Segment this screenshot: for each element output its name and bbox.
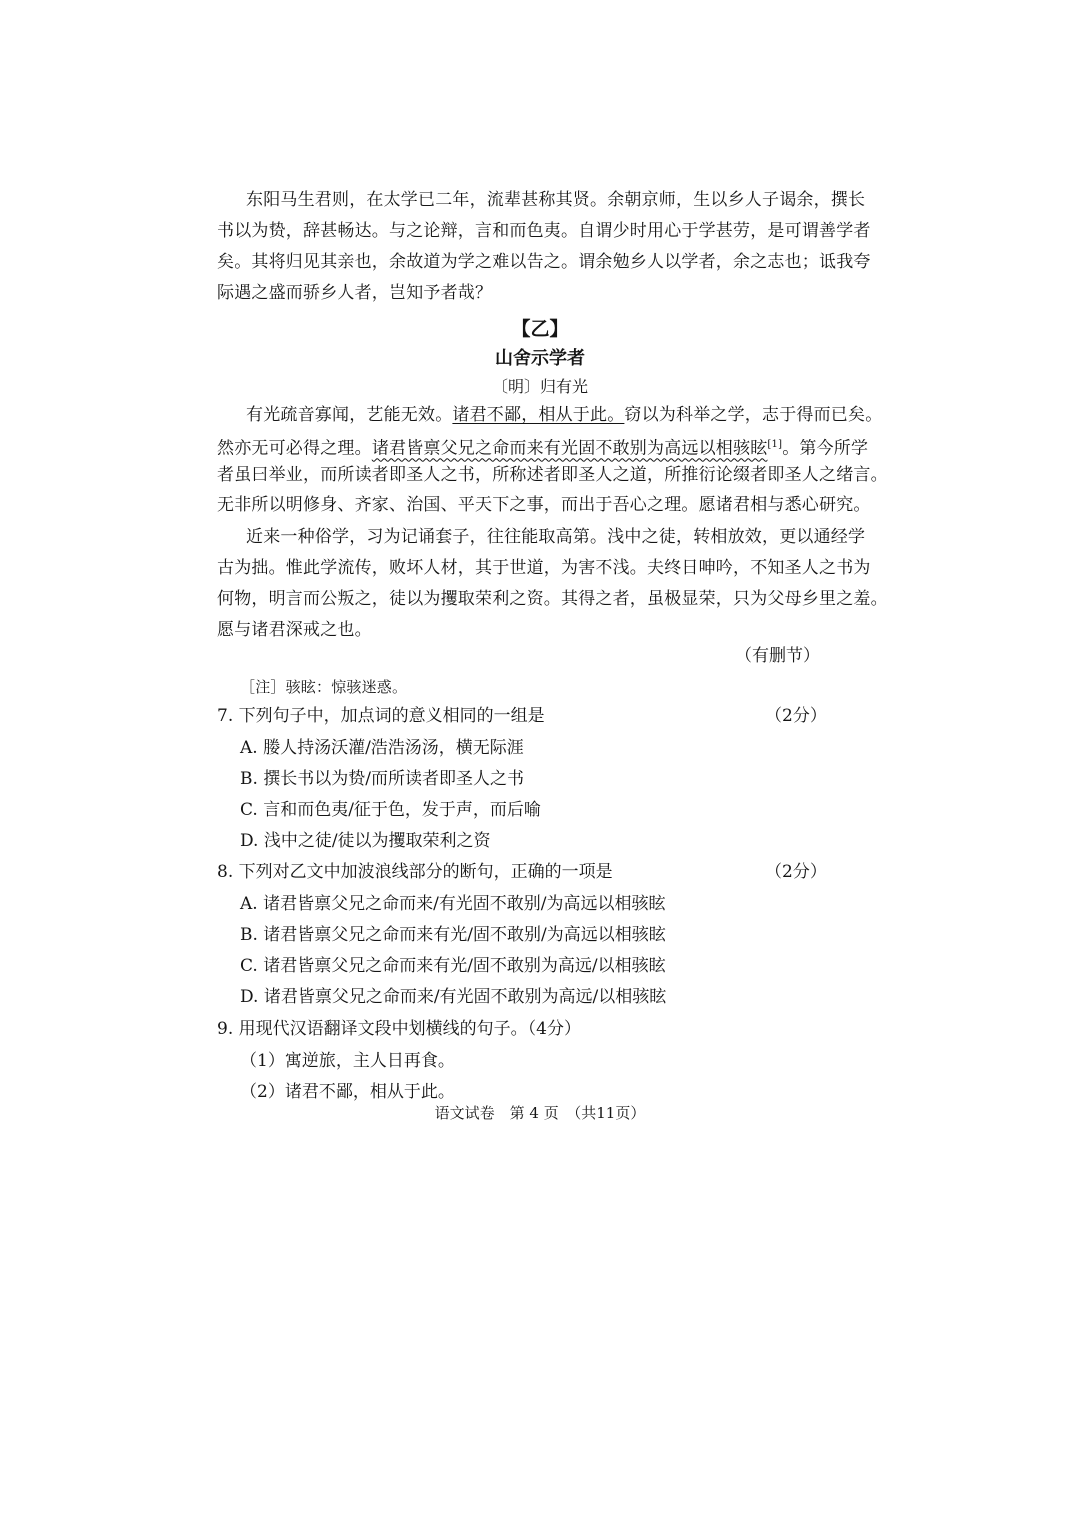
passage-yi-p2-line-1: 近来一种俗学，习为记诵套子，往往能取高第。浅中之徒，转相放效，更以通经学: [246, 527, 866, 547]
text-segment: 窃以为科举之学，志于得而已矣。: [624, 405, 883, 425]
question-7-score: （2分）: [765, 706, 827, 726]
text-segment: 。第今所学: [782, 438, 869, 459]
passage-author: 〔明〕归有光: [491, 377, 588, 396]
question-7-option-a: A. 媵人持汤沃灌/浩浩汤汤，横无际涯: [240, 738, 524, 758]
question-8-option-d: D. 诸君皆禀父兄之命而来/有光固不敢别为高远/以相骇眩: [240, 987, 667, 1007]
passage-jia-line-3: 矣。其将归见其亲也，余故道为学之难以告之。谓余勉乡人以学者，余之志也；诋我夸: [217, 252, 871, 272]
question-9-item-2: （2）诸君不鄙，相从于此。: [240, 1082, 455, 1102]
passage-yi-p2-line-2: 古为拙。惟此学流传，败坏人材，其于世道，为害不浅。夫终日呻吟，不知圣人之书为: [217, 558, 871, 578]
passage-jia-line-2: 书以为贽，辞甚畅达。与之论辩，言和而色夷。自谓少时用心于学甚劳，是可谓善学者: [217, 221, 871, 241]
passage-yi-p1-line-3: 者虽曰举业，而所读者即圣人之书，所称述者即圣人之道，所推衍论缀者即圣人之绪言。: [217, 465, 888, 485]
page-footer: 语文试卷 第 4 页 （共11页）: [434, 1104, 646, 1122]
passage-yi-p1-line-4: 无非所以明修身、齐家、治国、平天下之事，而出于吾心之理。愿诸君相与悉心研究。: [217, 495, 871, 515]
passage-jia-line-1: 东阳马生君则，在太学已二年，流辈甚称其贤。余朝京师，生以乡人子谒余，撰长: [246, 190, 866, 210]
footnote: ［注］骇眩：惊骇迷惑。: [240, 678, 408, 696]
question-8-option-c: C. 诸君皆禀父兄之命而来有光/固不敢别为高远/以相骇眩: [240, 956, 666, 976]
footnote-marker: [1]: [767, 439, 783, 450]
question-7-option-c: C. 言和而色夷/征于色，发于声，而后喻: [240, 800, 541, 820]
passage-jia-line-4: 际遇之盛而骄乡人者，岂知予者哉？: [217, 283, 493, 303]
question-9-item-1: （1）寓逆旅，主人日再食。: [240, 1051, 455, 1071]
passage-title: 山舍示学者: [495, 348, 585, 369]
question-8-option-a: A. 诸君皆禀父兄之命而来/有光固不敢别/为高远以相骇眩: [240, 894, 666, 914]
question-7-option-d: D. 浅中之徒/徒以为攫取荣利之资: [240, 831, 491, 851]
abridged-note: （有删节）: [735, 646, 820, 666]
text-segment: 有光疏音寡闻，艺能无效。: [246, 405, 453, 425]
question-8-option-b: B. 诸君皆禀父兄之命而来有光/固不敢别/为高远以相骇眩: [240, 925, 666, 945]
underlined-sentence: 诸君不鄙，相从于此。: [452, 405, 625, 425]
question-7-option-b: B. 撰长书以为贽/而所读者即圣人之书: [240, 769, 525, 789]
passage-yi-p2-line-3: 何物，明言而公叛之，徒以为攫取荣利之资。其得之者，虽极显荣，只为父母乡里之羞。: [217, 589, 888, 609]
passage-yi-p1-line-2: [217, 434, 868, 460]
question-8-score: （2分）: [765, 862, 827, 882]
wavy-underlined-sentence: 诸君皆禀父兄之命而来有光固不敢别为高远以相骇眩: [371, 438, 768, 459]
question-7-stem: 7. 下列句子中，加点词的意义相同的一组是: [217, 706, 545, 726]
passage-yi-p2-line-4: 愿与诸君深戒之也。: [217, 620, 372, 640]
section-label-yi: 【乙】: [511, 318, 569, 340]
passage-yi-p1-line-1: [246, 404, 882, 426]
question-8-stem: 8. 下列对乙文中加波浪线部分的断句，正确的一项是: [217, 862, 613, 882]
question-9-stem: 9. 用现代汉语翻译文段中划横线的句子。（4分）: [217, 1019, 581, 1039]
text-segment: 然亦无可必得之理。: [217, 438, 372, 459]
